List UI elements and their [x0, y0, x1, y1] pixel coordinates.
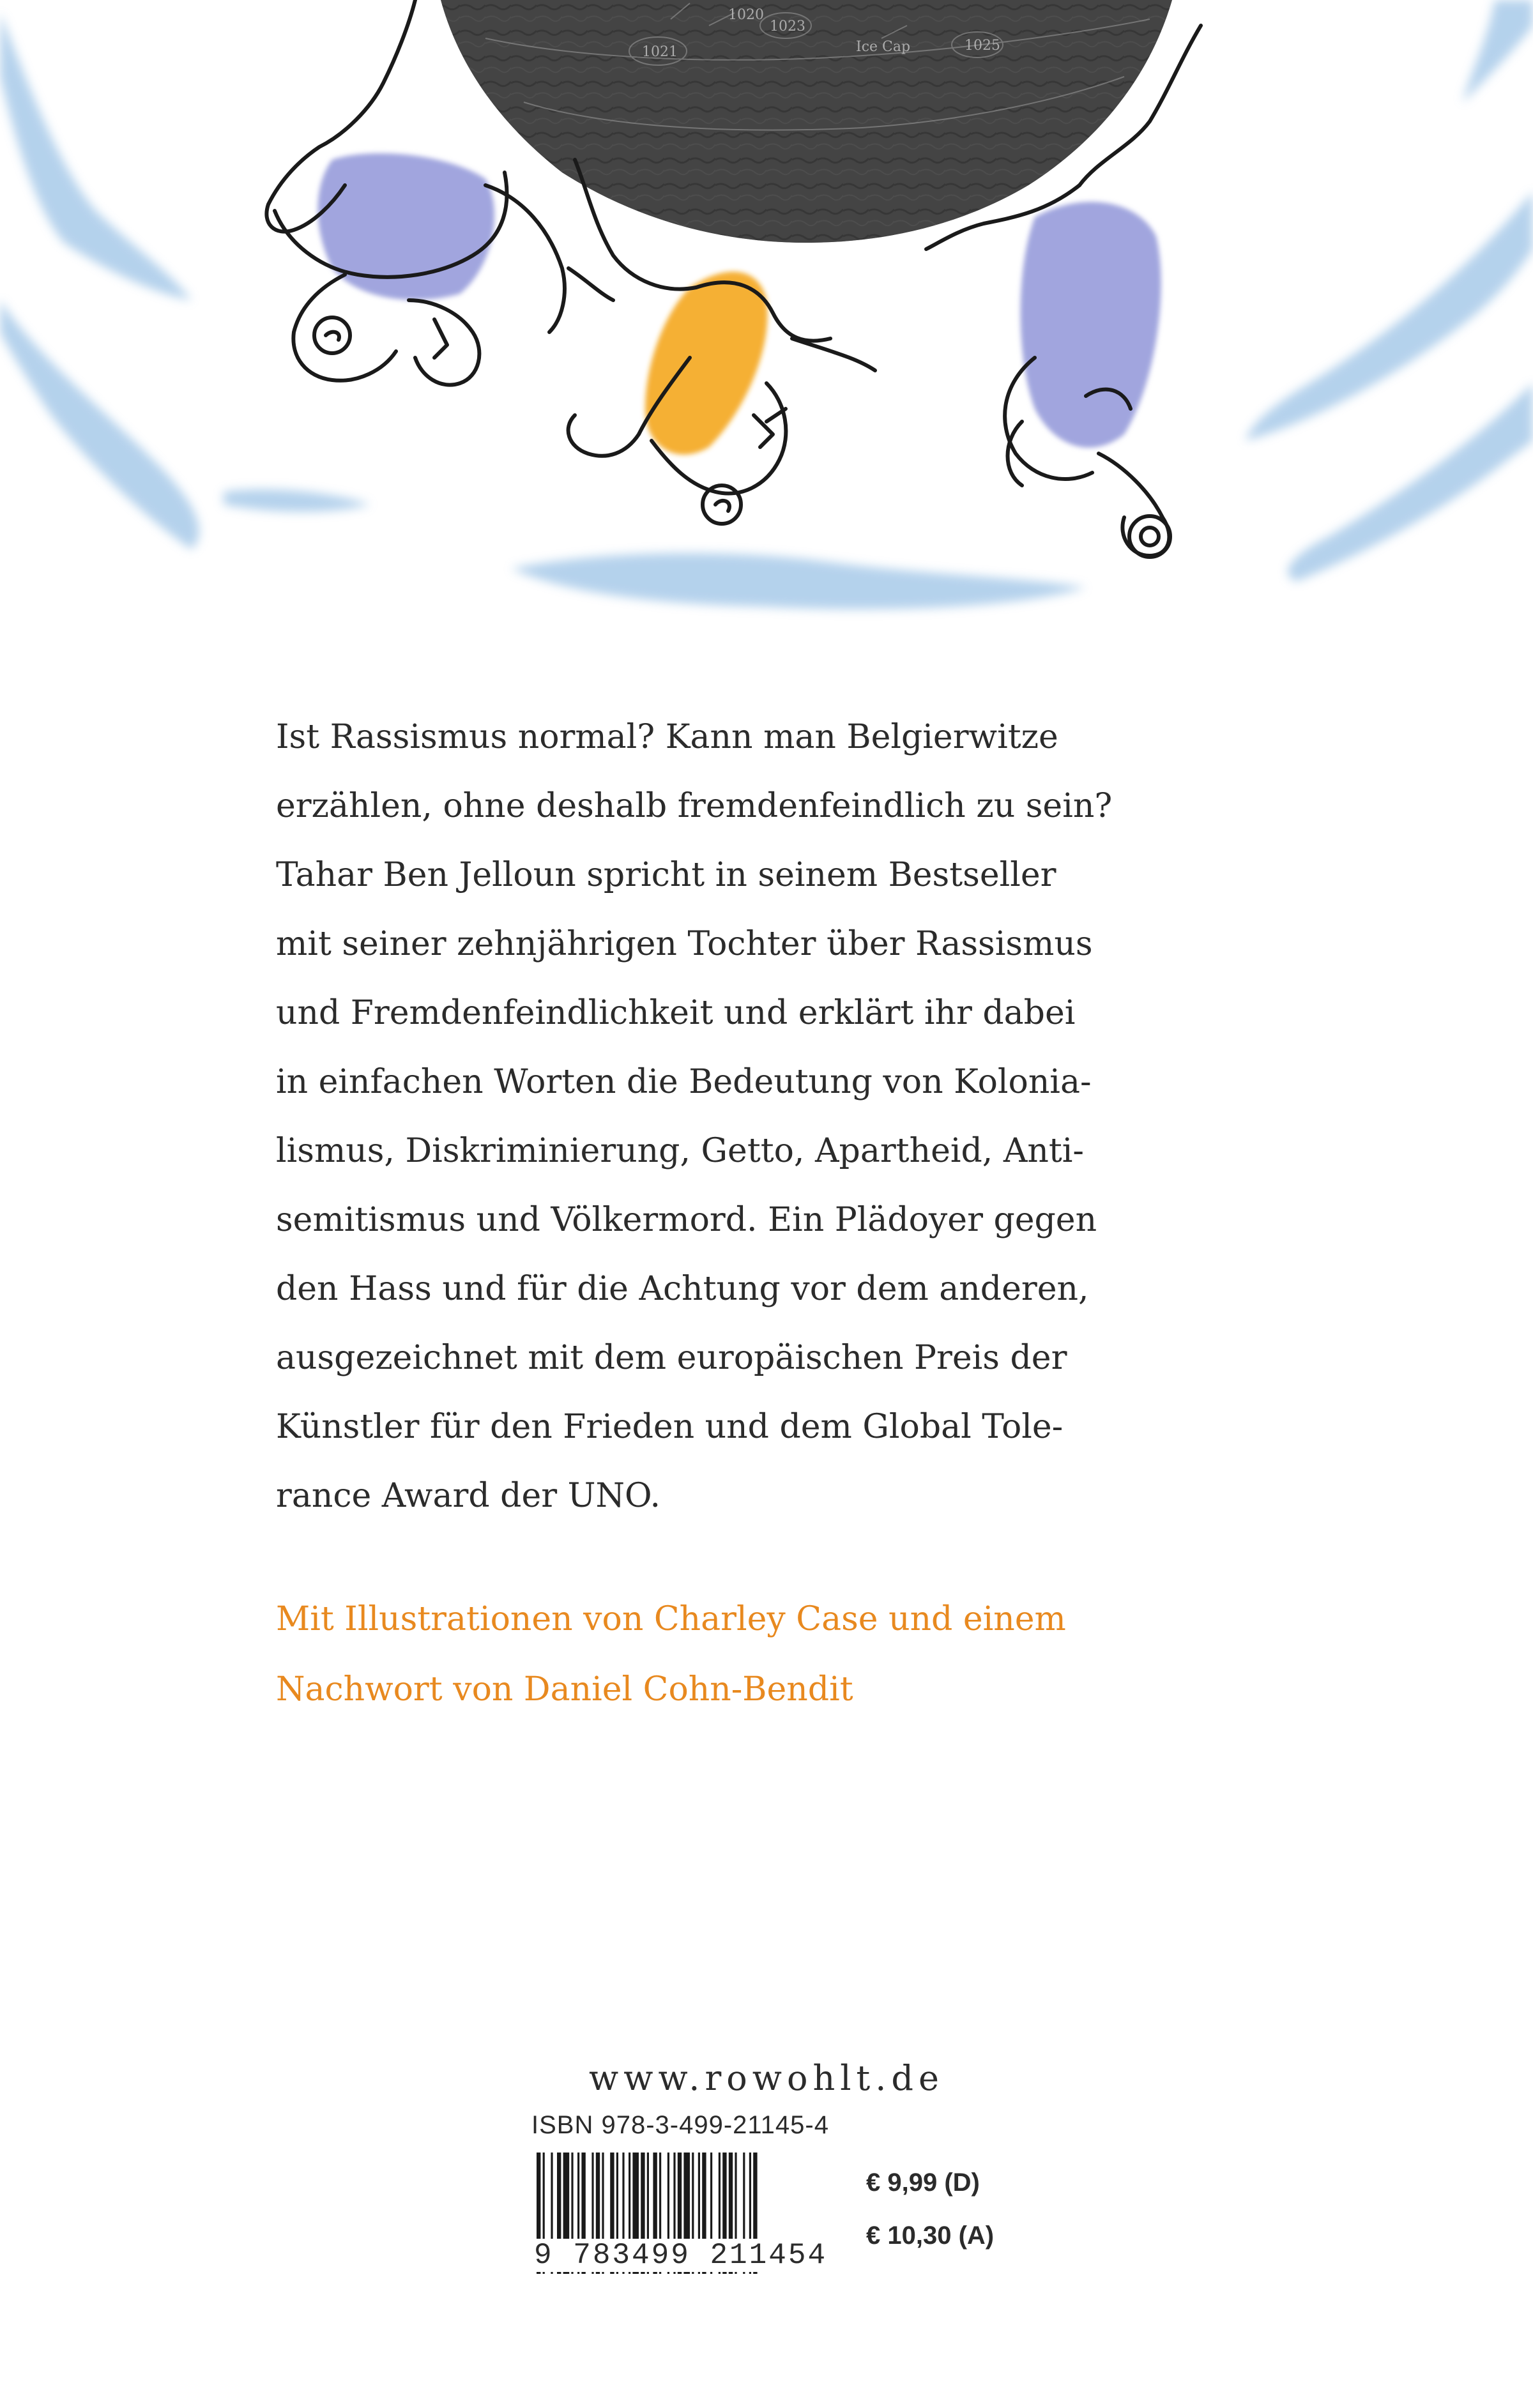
publisher-website: www.rowohlt.de [589, 2058, 944, 2098]
blurb-line: rance Award der UNO. [276, 1477, 661, 1515]
blurb-line: in einfachen Worten die Bedeutung von Kolonia- [276, 1063, 1092, 1101]
blurb-line: erzählen, ohne deshalb fremdenfeindlich zu sein? [276, 787, 1113, 825]
blurb-line: Tahar Ben Jelloun spricht in seinem Bestseller [276, 856, 1056, 894]
illustration-credits [276, 1584, 1238, 1725]
isbn-number: ISBN 978-3-499-21145-4 [531, 2111, 829, 2139]
blurb-line: semitismus und Völkermord. Ein Plädoyer gegen [276, 1201, 1097, 1239]
blurb-text [276, 703, 1238, 1530]
price-germany: € 9,99 (D) [866, 2168, 980, 2197]
cover-illustration [0, 0, 1533, 639]
globe-label: 1020 [728, 7, 764, 23]
barcode-digits: 9 783499 211454 [530, 2239, 831, 2272]
globe-label: Ice Cap [856, 39, 911, 55]
blurb-line: mit seiner zehnjährigen Tochter über Rassismus [276, 925, 1093, 963]
blurb-line: lismus, Diskriminierung, Getto, Apartheid, Anti- [276, 1132, 1084, 1170]
globe-label: 1023 [770, 19, 805, 34]
blurb-line: und Fremdenfeindlichkeit und erklärt ihr dabei [276, 994, 1076, 1032]
credits-line: Mit Illustrationen von Charley Case und einem [276, 1600, 1066, 1638]
blurb-line: Künstler für den Frieden und dem Global Tole- [276, 1408, 1064, 1446]
blurb-line: Ist Rassismus normal? Kann man Belgierwitze [276, 718, 1058, 756]
globe-label: 1025 [965, 38, 1000, 54]
blurb-line: ausgezeichnet mit dem europäischen Preis der [276, 1339, 1067, 1377]
blurb-line: den Hass und für die Achtung vor dem anderen, [276, 1270, 1089, 1308]
price-austria: € 10,30 (A) [866, 2221, 995, 2250]
globe-label: 1021 [642, 44, 678, 60]
credits-line: Nachwort von Daniel Cohn-Bendit [276, 1670, 853, 1709]
